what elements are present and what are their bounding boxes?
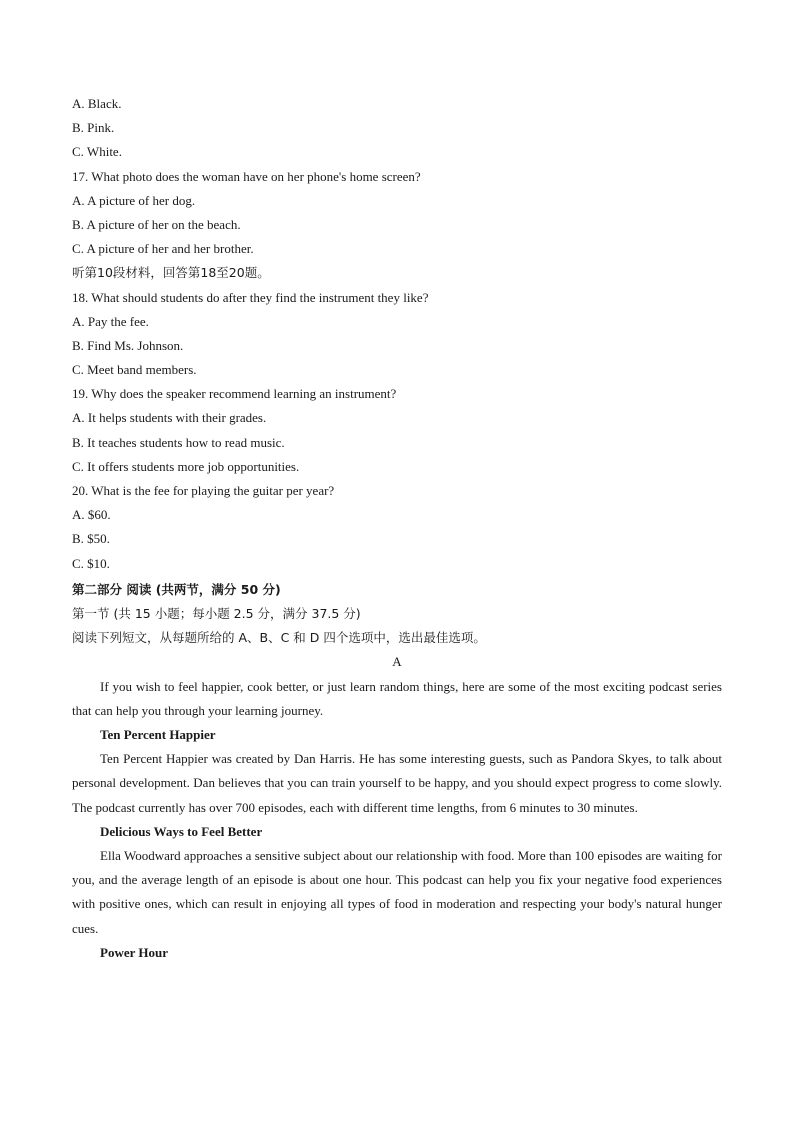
passage-intro: If you wish to feel happier, cook better, or just learn random things, here are some of the most exciting podcast series that can help you through your learning journey. [72, 678, 722, 718]
document-page [72, 92, 722, 965]
q20-question: 20. What is the fee for playing the guitar per year? [72, 483, 335, 498]
podcast-title-delicious-ways: Delicious Ways to Feel Better [100, 823, 263, 839]
q17-option-b: B. A picture of her on the beach. [72, 216, 241, 232]
q18-question: 18. What should students do after they find the instrument they like? [72, 289, 429, 305]
podcast-body-delicious-ways: Ella Woodward approaches a sensitive subject about our relationship with food. More than 100 episodes are waiting for you, and the average length of an episode is about one hour. This podcast can help you fix your negative food experiences with positive ones, which can result in enjoying all types of food in moderation and respecting your body's natural hunger cues. [72, 847, 722, 936]
q20-option-a: A. $60. [72, 507, 111, 523]
q16-option-c: C. White. [72, 144, 122, 160]
q18-option-a: A. Pay the fee. [72, 313, 149, 329]
q19-option-b: B. It teaches students how to read music. [72, 434, 285, 450]
q19-option-a: A. It helps students with their grades. [72, 410, 267, 426]
q19-option-c: C. It offers students more job opportunities. [72, 458, 300, 474]
podcast-title-ten-percent-happier: Ten Percent Happier [100, 726, 216, 742]
q16-option-a: A. Black. [72, 96, 122, 111]
podcast-body-ten-percent-happier: Ten Percent Happier was created by Dan Harris. He has some interesting guests, such as Pandora Skyes, to talk about personal development. Dan believes that you can train yourself to be happy, and you should expect progress to come slowly. The podcast currently has over 700 episodes, each with different time lengths, from 6 minutes to 30 minutes. [72, 751, 722, 815]
q20-option-b: B. $50. [72, 531, 110, 547]
q17-option-c: C. A picture of her and her brother. [72, 241, 254, 257]
q18-option-b: B. Find Ms. Johnson. [72, 337, 184, 353]
passage-label: A [392, 654, 402, 670]
reading-instruction: 阅读下列短文，从每题所给的 A、B、C 和 D 四个选项中，选出最佳选项。 [72, 630, 486, 646]
q18-option-c: C. Meet band members. [72, 362, 197, 378]
q20-option-c: C. $10. [72, 555, 110, 571]
reading-part-title: 第二部分 阅读 (共两节，满分 50 分) [72, 581, 281, 597]
q17-option-a: A. A picture of her dog. [72, 192, 196, 208]
material-10-instruction: 听第10段材料，回答第18至20题。 [72, 265, 270, 281]
q19-question: 19. Why does the speaker recommend learning an instrument? [72, 386, 397, 402]
podcast-title-power-hour: Power Hour [100, 944, 168, 960]
reading-section-title: 第一节 (共 15 小题；每小题 2.5 分，满分 37.5 分) [72, 605, 361, 621]
q16-option-b: B. Pink. [72, 120, 115, 136]
q17-question: 17. What photo does the woman have on her phone's home screen? [72, 168, 421, 184]
